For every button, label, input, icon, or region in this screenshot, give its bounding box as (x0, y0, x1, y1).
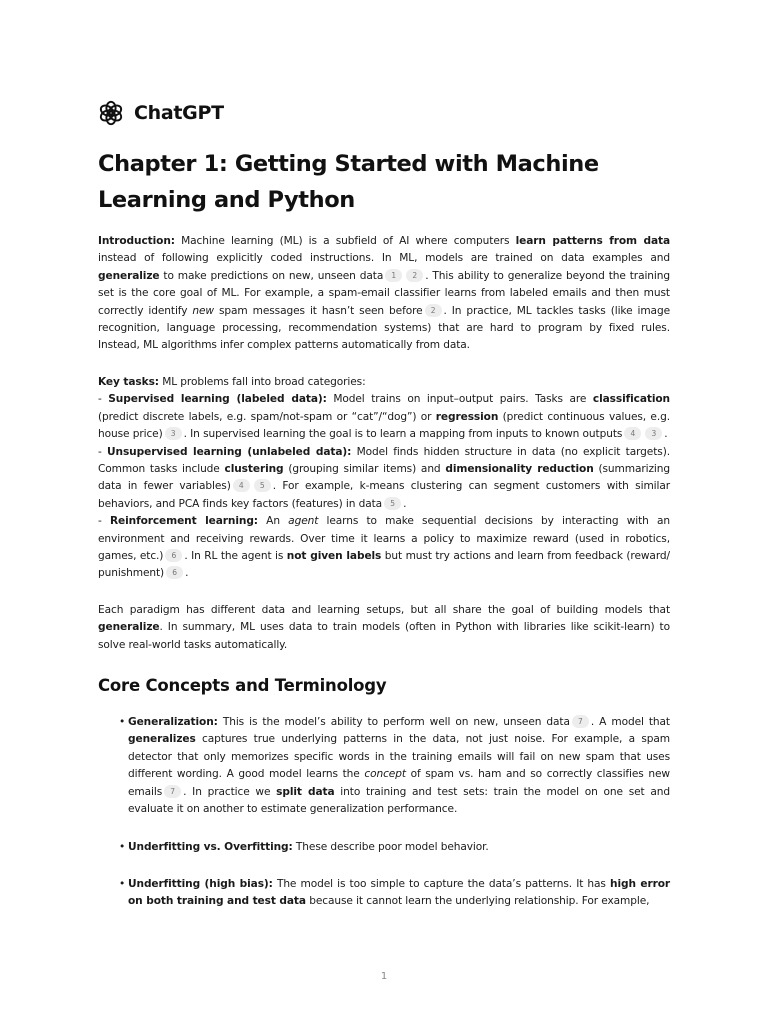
citation-badge[interactable]: 2 (425, 304, 442, 317)
text-run: . In practice we (183, 785, 277, 798)
text-run: (grouping similar items) and (283, 463, 446, 476)
bold-run: generalizes (128, 733, 196, 746)
text-run: . (664, 428, 668, 441)
key-tasks-paragraph (98, 374, 670, 583)
text-run: (predict discrete labels, e.g. spam/not-spam or “cat”/“dog”) or (98, 410, 436, 423)
reinforcement-label: Reinforcement learning: (109, 515, 258, 528)
italic-run: new (192, 304, 214, 317)
text-run: (predict continuous values, e.g. house price) (98, 410, 670, 441)
text-run: . For example, k-means clustering can segment customers with similar behaviors, and PCA finds key factors (features) in data (98, 480, 670, 510)
bold-run: generalize (98, 621, 160, 634)
text-run: Model finds hidden structure in data (no explicit targets). Common tasks include (98, 445, 670, 476)
bullet-marker: • (119, 878, 126, 890)
text-run: This is the model’s ability to perform well on new, unseen data (217, 716, 570, 728)
dash: - (98, 393, 109, 406)
text-run: because it cannot learn the underlying relationship. For example, (305, 895, 650, 908)
chatgpt-logo (98, 100, 224, 126)
citation-badge[interactable]: 7 (572, 715, 589, 728)
text-run: Each paradigm has different data and learning setups, but all share the goal of building models that (98, 604, 670, 616)
citation-badge[interactable]: 5 (254, 479, 271, 492)
citation-badge[interactable]: 3 (645, 427, 662, 440)
text-run: Machine learning (ML) is a subfield of AI where computers (174, 235, 516, 247)
bold-run: regression (435, 410, 499, 423)
openai-logo-icon (98, 100, 124, 126)
citation-badge[interactable]: 3 (165, 427, 182, 440)
citation-badge[interactable]: 5 (384, 497, 401, 510)
page-number: 1 (380, 971, 388, 982)
bullet-underfitting (119, 876, 671, 911)
bullet-generalization (119, 714, 670, 818)
text-run: . In practice, ML tackles tasks (like image recognition, language processing, recommendation systems) that are hard to program by fixed rules. Instead, ML algorithms infer complex patterns automatically from data. (98, 304, 670, 352)
italic-run: agent (288, 515, 319, 528)
underfitting-label: Underfitting (high bias): (128, 878, 273, 890)
chapter-title: Chapter 1: Getting Started with Machine Learning and Python (98, 151, 599, 213)
logo-text: ChatGPT (134, 102, 224, 124)
bullet-marker: • (119, 841, 126, 853)
text-run: ML problems fall into broad categories: (158, 376, 366, 388)
text-run: . (403, 497, 407, 510)
text-run: . In summary, ML uses data to train models (often in Python with libraries like scikit-learn) to solve real-world tasks automatically. (98, 621, 670, 651)
citation-badge[interactable]: 6 (165, 549, 182, 562)
fitting-label: Underfitting vs. Overfitting: (128, 841, 293, 853)
unsupervised-label: Unsupervised learning (unlabeled data): (107, 445, 352, 458)
text-run: into training and test sets: train the model on one set and evaluate it on another to estimate generalization performance. (128, 785, 670, 816)
text-run: . In supervised learning the goal is to learn a mapping from inputs to known outputs (183, 428, 623, 441)
text-run: . A model that (590, 716, 670, 728)
italic-run: concept (364, 768, 406, 781)
citation-badge[interactable]: 4 (624, 427, 641, 440)
citation-badge[interactable]: 4 (233, 479, 250, 492)
bold-run: learn patterns from data (515, 235, 671, 247)
section-heading: Core Concepts and Terminology (98, 676, 387, 695)
bold-run: high error on both training and test data (128, 878, 671, 908)
text-run: of spam vs. ham and so correctly classifies new emails (128, 768, 670, 798)
bold-run: classification (592, 393, 670, 406)
bold-run: not given labels (286, 550, 382, 563)
text-run: but must try actions and learn from feedback (reward/ punishment) (98, 550, 670, 580)
text-run: . (185, 567, 189, 580)
text-run: An (257, 515, 289, 528)
intro-label: Introduction: (98, 235, 175, 247)
text-run: instead of following explicitly coded instructions. In ML, models are trained on data examples and (98, 252, 670, 265)
text-run: . In RL the agent is (184, 550, 287, 563)
text-run: Model trains on input–output pairs. Tasks are (326, 393, 593, 406)
dash: - (98, 515, 110, 528)
text-run: spam messages it hasn’t seen before (214, 304, 423, 317)
text-run: to make predictions on new, unseen data (159, 269, 384, 282)
generalization-label: Generalization: (128, 716, 218, 728)
text-run: The model is too simple to capture the data’s patterns. It has (272, 878, 610, 890)
bold-run: generalize (98, 269, 160, 282)
text-run: . This ability to generalize beyond the training set is the core goal of ML. For example, a spam-email classifier learns from labeled emails and then must correctly identify (98, 269, 670, 317)
key-tasks-label: Key tasks: (98, 376, 159, 388)
text-run: (summarizing data in fewer variables) (98, 463, 670, 493)
bold-run: dimensionality reduction (445, 463, 594, 476)
text-run: captures true underlying patterns in the data, not just noise. For example, a spam detector that only memorizes specific words in the training emails will fail on new spam that uses different wording. A good model learns the (128, 733, 670, 781)
bullet-marker: • (119, 716, 126, 728)
citation-badge[interactable]: 1 (385, 269, 402, 282)
dash: - (98, 445, 108, 458)
citation-badge[interactable]: 7 (164, 785, 181, 798)
intro-paragraph (98, 233, 670, 355)
supervised-label: Supervised learning (labeled data): (108, 393, 327, 406)
citation-badge[interactable]: 6 (166, 566, 183, 579)
text-run: These describe poor model behavior. (292, 841, 489, 853)
bold-run: split data (276, 785, 335, 798)
summary-paragraph (98, 602, 670, 654)
text-run: learns to make sequential decisions by interacting with an environment and receiving rewards. Over time it learns a policy to maximize reward (used in robotics, games, etc.) (98, 515, 671, 563)
citation-badge[interactable]: 2 (406, 269, 423, 282)
bold-run: clustering (224, 463, 284, 476)
bullet-fitting (119, 839, 670, 856)
